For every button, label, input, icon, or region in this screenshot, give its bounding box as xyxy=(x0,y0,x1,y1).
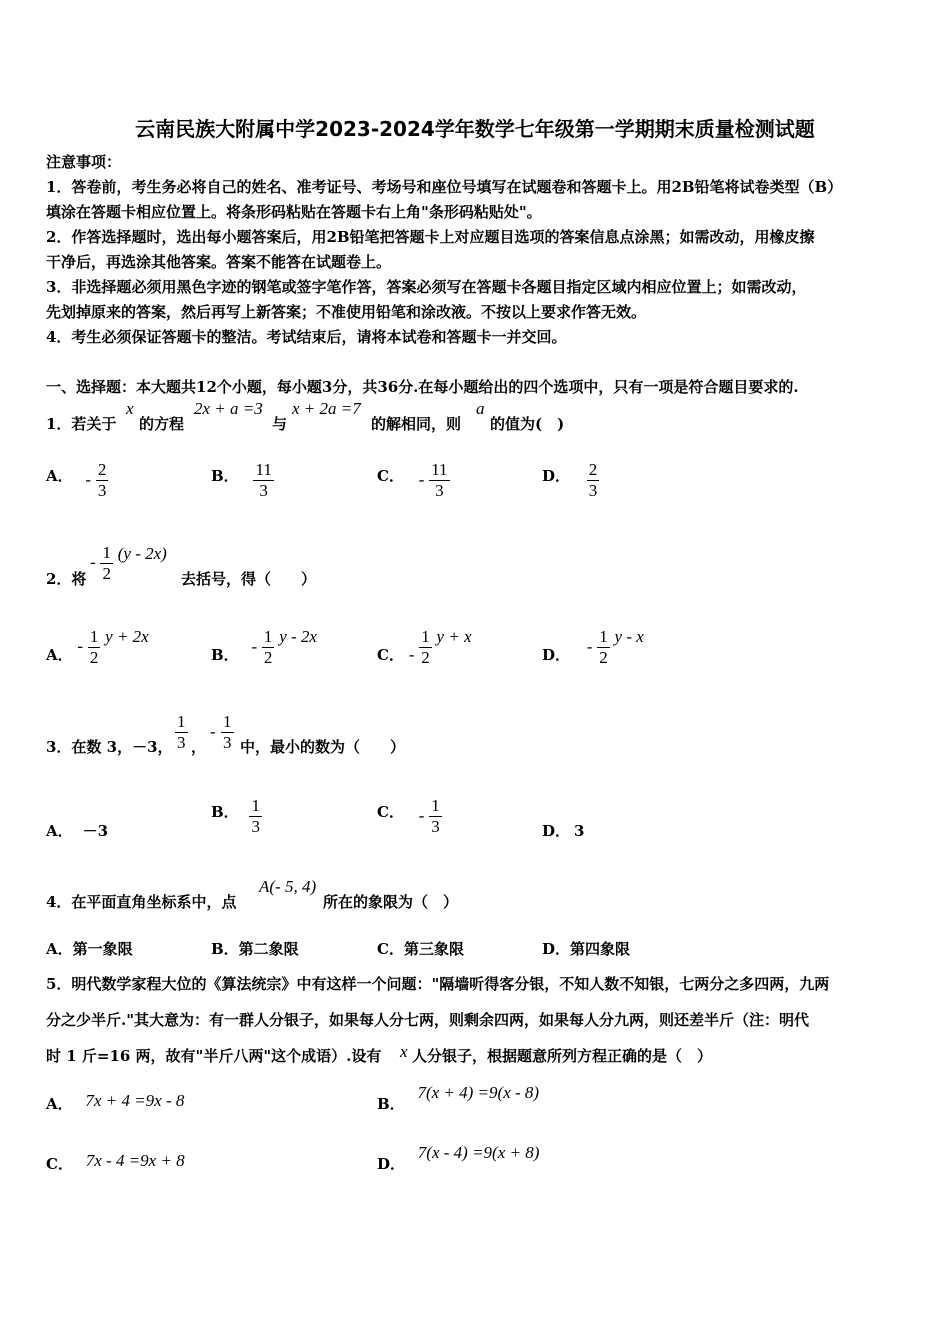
q2-option-c[interactable] xyxy=(377,627,472,668)
q1-option-d[interactable] xyxy=(542,460,599,501)
notice-line: 4．考生必须保证答题卡的整洁。考试结束后，请将本试卷和答题卡一并交回。 xyxy=(46,328,567,346)
q3-option-c[interactable] xyxy=(377,796,442,837)
option-sign: - xyxy=(418,805,425,825)
q1-text: 的方程 xyxy=(139,415,185,433)
option-label: C． xyxy=(377,466,404,485)
option-equation: 7x + 4 =9x - 8 xyxy=(85,1091,185,1110)
q2-text: 2．将 xyxy=(46,570,87,588)
fraction: $\frac{1}{3}$ xyxy=(431,796,440,836)
q4-text: 所在的象限为（ ） xyxy=(323,893,459,911)
q3-option-d[interactable] xyxy=(542,820,584,841)
q3-text: ， xyxy=(191,738,207,756)
option-expr: y - x xyxy=(614,626,644,646)
option-label: B． xyxy=(377,1095,405,1113)
option-label: C． xyxy=(46,1155,73,1173)
fraction: $\frac{2}{3}$ xyxy=(588,460,598,500)
q4-option-b[interactable]: B．第二象限 xyxy=(211,940,299,958)
q1-equation-1: 2x + a =3 xyxy=(194,399,263,418)
option-value: 3 xyxy=(574,822,585,840)
q3-option-b[interactable] xyxy=(211,796,262,837)
option-label: B． xyxy=(211,645,239,664)
q1-option-c[interactable] xyxy=(377,460,450,501)
option-expr: y + x xyxy=(436,626,472,646)
option-equation: 7x - 4 =9x + 8 xyxy=(85,1151,185,1170)
fraction: $\frac{11}{3}$ xyxy=(431,460,448,500)
q5-text: 时 1 斤=16 两，故有"半斤八两"这个成语）.设有 xyxy=(46,1047,382,1065)
fraction: $\frac{1}{2}$ xyxy=(421,627,430,667)
q1-option-a[interactable] xyxy=(46,460,108,501)
q4-text: 4．在平面直角坐标系中，点 xyxy=(46,893,237,911)
fraction: $\frac{1}{3}$ xyxy=(177,712,186,752)
q1-var-a: a xyxy=(476,399,485,418)
option-sign: - xyxy=(251,636,258,656)
notice-heading: 注意事项： xyxy=(46,153,122,171)
page-title: 云南民族大附属中学2023-2024学年数学七年级第一学期期末质量检测试题 xyxy=(135,117,815,141)
q1-text: 的值为( ) xyxy=(490,415,565,433)
fraction: $\frac{11}{3}$ xyxy=(255,460,272,500)
q4-point: A(- 5, 4) xyxy=(259,877,317,896)
option-label: B． xyxy=(211,466,239,485)
notice-line: 1．答卷前，考生务必将自己的姓名、准考证号、考场号和座位号填写在试题卷和答题卡上。用2B铅笔将试卷类型（B） xyxy=(46,178,843,196)
option-label: B． xyxy=(211,802,239,821)
option-sign: - xyxy=(77,636,84,656)
q2-option-d[interactable] xyxy=(542,627,644,668)
section-heading: 一、选择题：本大题共12个小题，每小题3分，共36分.在每小题给出的四个选项中，只有一项是符合题目要求的. xyxy=(46,378,799,396)
fraction: $\frac{1}{2}$ xyxy=(263,627,273,667)
q1-var-x: x xyxy=(126,399,134,418)
q4-option-c[interactable]: C．第三象限 xyxy=(377,940,464,958)
option-label: A． xyxy=(46,1095,73,1113)
q5-option-a[interactable] xyxy=(46,1090,184,1111)
q2-expression: - $\frac{1}{2}$ (y - 2x) xyxy=(90,543,167,583)
option-expr: y - 2x xyxy=(279,626,317,646)
q5-text: 人分银子，根据题意所列方程正确的是（ ） xyxy=(412,1047,713,1065)
notice-line: 2．作答选择题时，选出每小题答案后，用2B铅笔把答题卡上对应题目选项的答案信息点涂黑；如需改动，用橡皮擦 xyxy=(46,228,815,246)
q5-text: 分之少半斤."其大意为：有一群人分银子，如果每人分七两，则剩余四两，如果每人分九两，则还差半斤（注：明代 xyxy=(46,1011,810,1029)
notice-line: 先划掉原来的答案，然后再写上新答案；不准使用铅笔和涂改液。不按以上要求作答无效。 xyxy=(46,303,647,321)
option-value: －3 xyxy=(82,822,109,840)
q5-option-d[interactable] xyxy=(377,1142,540,1173)
option-label: D． xyxy=(542,466,571,485)
q1-text: 与 xyxy=(272,415,288,433)
q5-option-b[interactable] xyxy=(377,1082,540,1113)
q5-option-c[interactable] xyxy=(46,1150,185,1171)
q2-option-b[interactable] xyxy=(211,627,317,668)
option-label: A． xyxy=(46,466,73,485)
q3-text: 3．在数 3，－3， xyxy=(46,738,173,756)
fraction: $\frac{1}{3}$ xyxy=(223,712,232,752)
option-label: C． xyxy=(377,802,404,821)
q2-text: 去括号，得（ ） xyxy=(181,570,317,588)
fraction: $\frac{1}{3}$ xyxy=(251,796,260,836)
q2-option-a[interactable] xyxy=(46,627,149,668)
q1-equation-2: x + 2a =7 xyxy=(292,399,361,418)
option-equation: 7(x - 4) =9(x + 8) xyxy=(417,1143,540,1162)
option-sign: - xyxy=(586,636,593,656)
q1-text: 1．若关于 xyxy=(46,415,117,433)
option-label: D． xyxy=(542,822,571,840)
notice-line: 干净后，再选涂其他答案。答案不能答在试题卷上。 xyxy=(46,253,392,271)
notice-line: 3．非选择题必须用黑色字迹的钢笔或签字笔作答，答案必须写在答题卡各题目指定区域内相应位置上；如需改动， xyxy=(46,278,807,296)
option-label: A． xyxy=(46,822,73,840)
q3-text: 中，最小的数为（ ） xyxy=(240,738,406,756)
q4-option-d[interactable]: D．第四象限 xyxy=(542,940,631,958)
q1-option-b[interactable] xyxy=(211,460,274,501)
q3-option-a[interactable] xyxy=(46,820,108,841)
q5-var-x: x xyxy=(400,1042,408,1061)
q5-text: 5．明代数学家程大位的《算法统宗》中有这样一个问题："隔墙听得客分银，不知人数不知银，七两分之多四两，九两 xyxy=(46,975,830,993)
option-sign: - xyxy=(418,469,425,489)
option-sign: - xyxy=(85,469,92,489)
option-sign: - xyxy=(408,644,415,664)
fraction: $\frac{1}{2}$ xyxy=(599,627,608,667)
option-label: C． xyxy=(377,645,404,664)
option-label: A． xyxy=(46,645,73,664)
sign: - xyxy=(210,722,216,741)
q1-text: 的解相同，则 xyxy=(371,415,462,433)
fraction: $\frac{1}{2}$ xyxy=(89,627,99,667)
option-expr: y + 2x xyxy=(105,626,149,646)
fraction: $\frac{2}{3}$ xyxy=(97,460,107,500)
q4-option-a[interactable]: A．第一象限 xyxy=(46,940,133,958)
notice-line: 填涂在答题卡相应位置上。将条形码粘贴在答题卡右上角"条形码粘贴处"。 xyxy=(46,203,542,221)
option-label: D． xyxy=(542,645,571,664)
option-equation: 7(x + 4) =9(x - 8) xyxy=(417,1083,540,1102)
option-label: D． xyxy=(377,1155,406,1173)
